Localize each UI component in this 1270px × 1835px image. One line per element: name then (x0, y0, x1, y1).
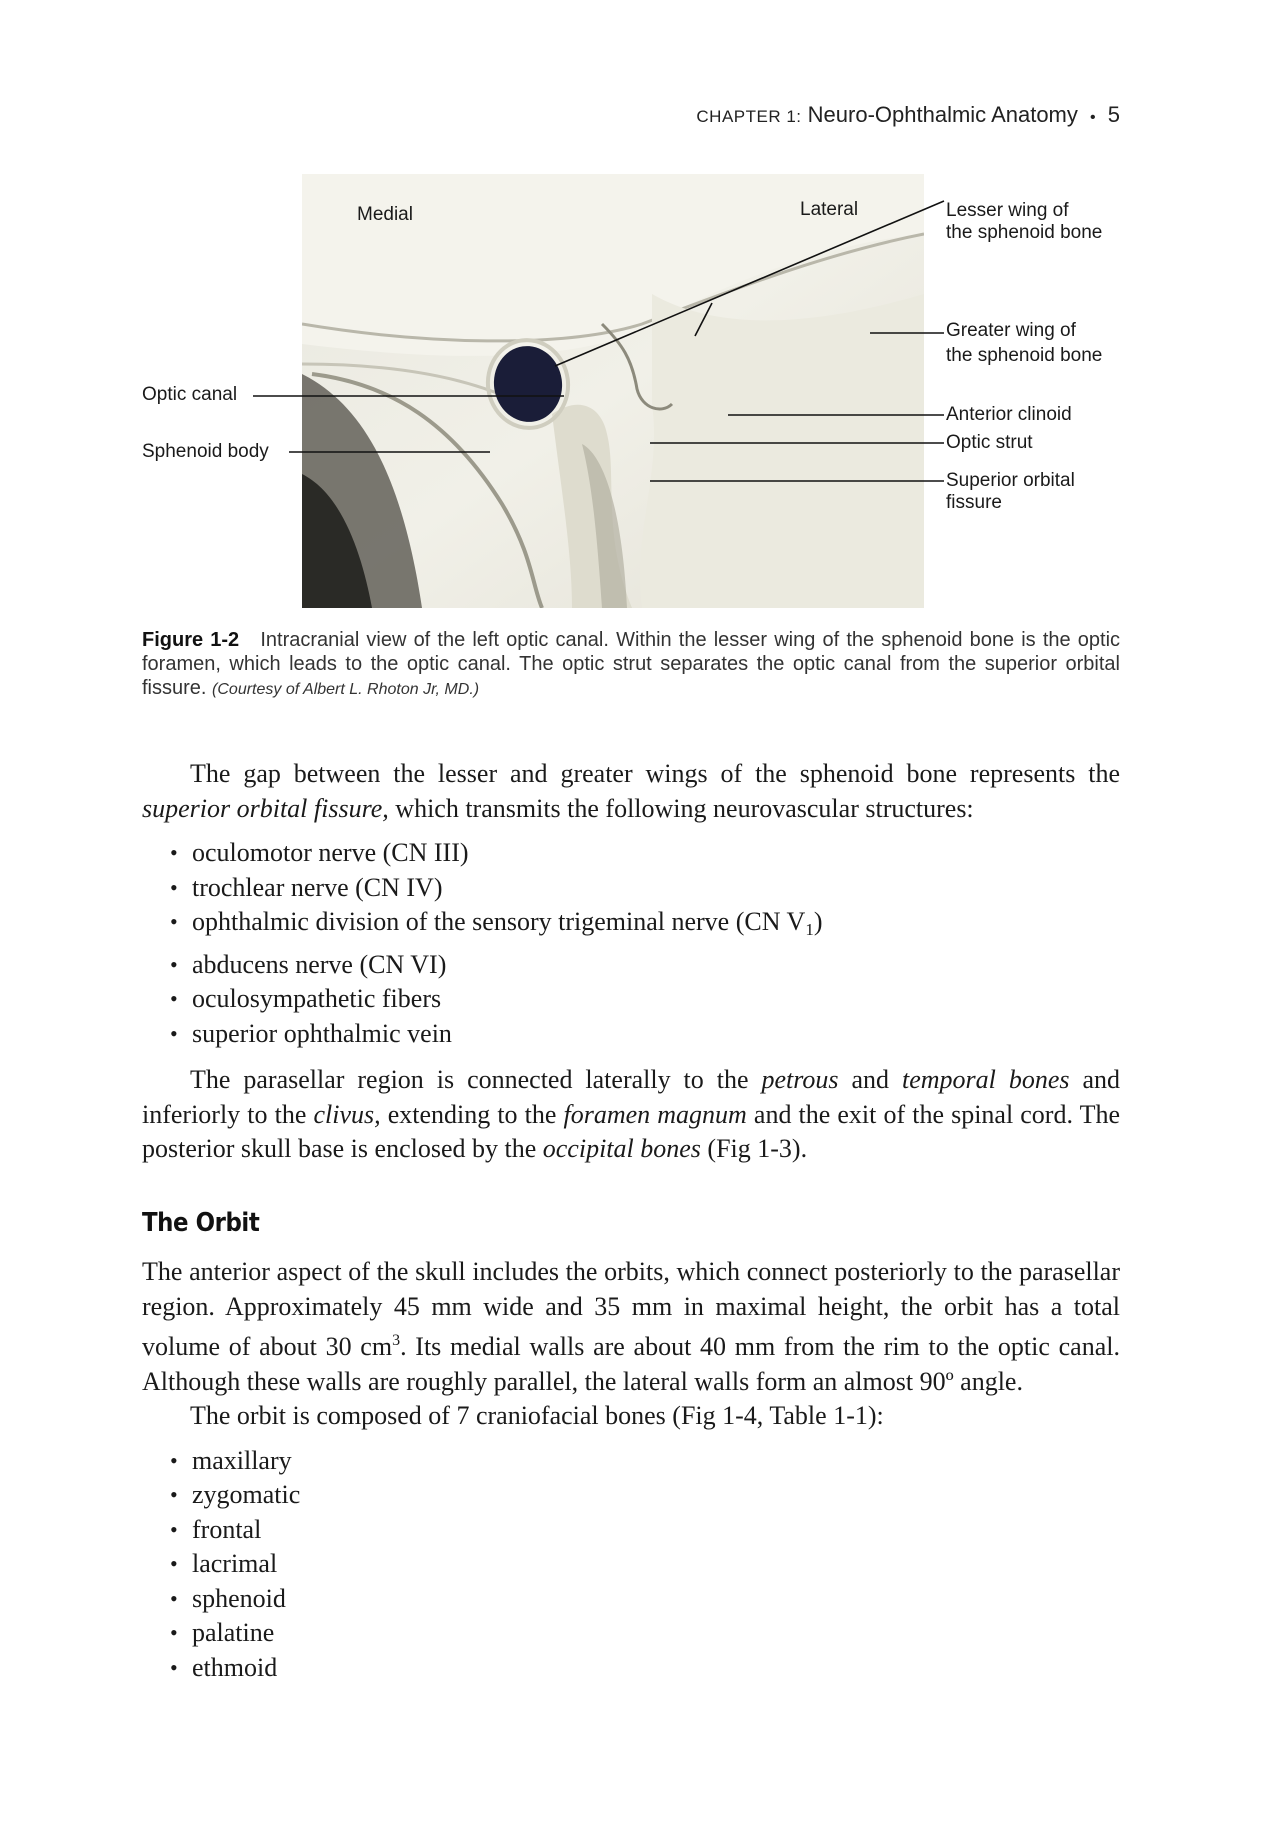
list-item-text: ophthalmic division of the sensory trigeminal nerve (CN V (192, 907, 806, 936)
paragraph-2 (142, 1063, 1120, 1167)
p3-text-b: . Its medial walls are about 40 mm from the rim to the optic canal. Although these walls are roughly parallel, the lateral walls form an almost 90º angle. (142, 1332, 1120, 1396)
list-item: • trochlear nerve (CN IV) (170, 871, 1120, 906)
label-lesser-wing-line1: Lesser wing of (946, 200, 1069, 221)
p3-text-a: The anterior aspect of the skull includes the orbits, which connect posteriorly to the parasellar region. Approximately 45 mm wide and 35 mm in maximal height, the orbit has a total volume of about 30 cm (142, 1257, 1120, 1361)
p2-term-2: temporal bones (901, 1065, 1070, 1094)
p2-term-4: foramen magnum (563, 1099, 747, 1129)
p1-text-a: The gap between the lesser and greater wings of the sphenoid bone represents the (190, 759, 1120, 788)
list-item: • sphenoid (170, 1582, 1120, 1617)
list-item: • lacrimal (170, 1547, 1120, 1582)
list-item: • abducens nerve (CN VI) (170, 948, 1120, 983)
neurovascular-list (142, 836, 1120, 1051)
paragraph-4: The orbit is composed of 7 craniofacial bones (Fig 1-4, Table 1-1): (190, 1401, 884, 1430)
superscript: 3 (392, 1332, 401, 1349)
subscript: 1 (805, 920, 814, 939)
label-optic-canal: Optic canal (142, 384, 238, 405)
label-greater-wing (946, 318, 1102, 368)
label-greater-wing-line1: Greater wing of (946, 320, 1076, 341)
label-lateral: Lateral (800, 199, 859, 220)
p2-term-3: clivus, (313, 1099, 381, 1129)
figure-number: Figure 1-2 (142, 629, 240, 651)
p1-text-b: which transmits the following neurovascular structures: (388, 793, 974, 823)
label-greater-wing-line2: the sphenoid bone (946, 345, 1103, 366)
label-lesser-wing (946, 200, 1102, 244)
label-optic-strut: Optic strut (946, 432, 1033, 453)
label-sphenoid-body: Sphenoid body (142, 441, 269, 462)
caption-credit: (Courtesy of Albert L. Rhoton Jr, MD.) (212, 681, 480, 698)
list-item: • maxillary (170, 1444, 1120, 1479)
p2-text-e: and the exit of the spinal cord. The posterior skull base is enclosed by the (142, 1099, 1121, 1163)
list-item-end: ) (813, 907, 823, 936)
label-superior-orbital-fissure (946, 470, 1075, 514)
chapter-title: Neuro-Ophthalmic Anatomy (807, 102, 1078, 127)
figure-caption (142, 628, 1120, 702)
list-item (170, 905, 1120, 948)
running-header (600, 102, 1120, 128)
p2-text-f: (Fig 1-3). (700, 1134, 808, 1163)
label-medial: Medial (357, 204, 413, 225)
p1-term: superior orbital fissure, (142, 793, 389, 823)
p2-text-b: and (838, 1065, 902, 1094)
list-item: • frontal (170, 1513, 1120, 1548)
page-number: 5 (1107, 102, 1120, 127)
caption-text: Intracranial view of the left optic canal. Within the lesser wing of the sphenoid bone is the optic foramen, which leads to the optic canal. The optic strut separates the optic canal from the superior orbital fissure. (142, 629, 1121, 699)
p2-text-c: and inferiorly to the (142, 1065, 1121, 1129)
p2-term-1: petrous (761, 1065, 839, 1094)
label-sof-line1: Superior orbital (946, 470, 1075, 491)
label-lesser-wing-line2: the sphenoid bone (946, 222, 1103, 243)
section-title: The Orbit (142, 1208, 260, 1238)
paragraph-3 (142, 1255, 1120, 1399)
p2-text-a: The parasellar region is connected laterally to the (190, 1065, 762, 1094)
list-item: • superior ophthalmic vein (170, 1017, 1120, 1052)
p2-text-d: extending to the (380, 1099, 564, 1129)
header-separator: • (1090, 109, 1096, 126)
label-sof-line2: fissure (946, 492, 1002, 513)
body-block-2 (142, 1255, 1120, 1697)
list-item: • oculosympathetic fibers (170, 982, 1120, 1017)
label-anterior-clinoid: Anterior clinoid (946, 404, 1072, 425)
p2-term-5: occipital bones (542, 1134, 701, 1163)
body-block-1 (142, 757, 1120, 1167)
list-item: • ethmoid (170, 1651, 1120, 1686)
chapter-label: CHAPTER 1: (696, 107, 802, 126)
orbit-bones-list (142, 1444, 1120, 1686)
figure-1-2 (0, 170, 1270, 610)
paragraph-1 (142, 757, 1120, 826)
list-item: • palatine (170, 1616, 1120, 1651)
list-item: • oculomotor nerve (CN III) (170, 836, 1120, 871)
list-item: • zygomatic (170, 1478, 1120, 1513)
